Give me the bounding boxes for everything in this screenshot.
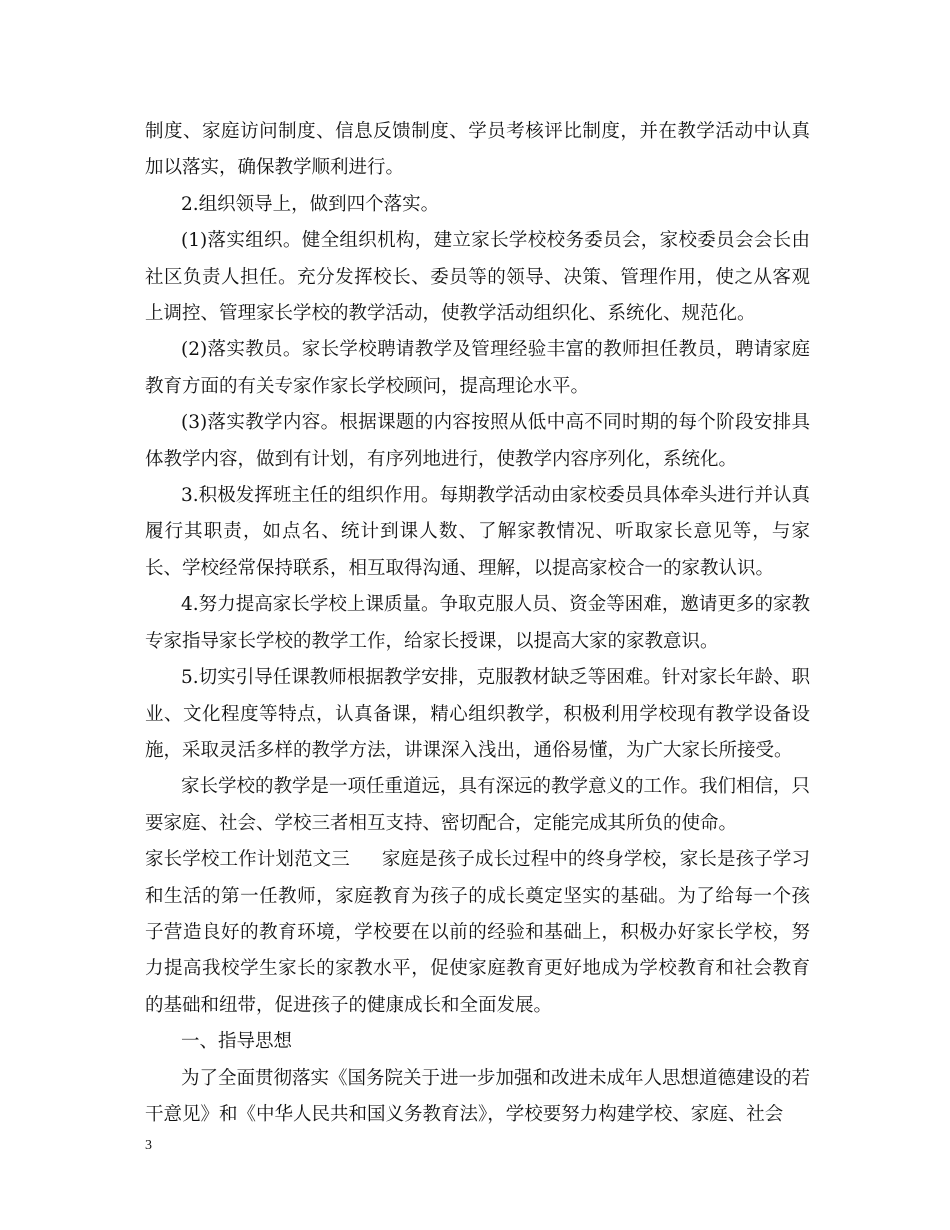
paragraph: 家长学校的教学是一项任重道远，具有深远的教学意义的工作。我们相信，只要家庭、社会、学校三者相互支持、密切配合，定能完成其所负的使命。 [145, 776, 811, 834]
list-item: 5.切实引导任课教师根据教学安排，克服教材缺乏等困难。针对家长年龄、职业、文化程度等特点，认真备课，精心组织教学，积极利用学校现有教学设备设施，采取灵活多样的教学方法，讲课深入浅出，通俗易懂，为广大家长所接受。 [145, 667, 810, 761]
list-item: (1)落实组织。健全组织机构，建立家长学校校务委员会，家校委员会会长由社区负责人担任。充分发挥校长、委员等的领导、决策、管理作用，使之从客观上调控、管理家长学校的教学活动，使教学活动组织化、系统化、规范化。 [145, 230, 810, 325]
heading-guiding-ideology: 一、指导思想 [181, 1031, 293, 1053]
paragraph: 制度、家庭访问制度、信息反馈制度、学员考核评比制度，并在教学活动中认真加以落实，确保教学顺利进行。 [145, 121, 810, 179]
section-paragraph [145, 842, 810, 1024]
list-heading: 2.组织领导上，做到四个落实。 [181, 193, 440, 215]
section-intro: 家庭是孩子成长过程中的终身学校，家长是孩子学习和生活的第一任教师，家庭教育为孩子的成长奠定坚实的基础。为了给每一个孩子营造良好的教育环境，学校要在以前的经验和基础上，积极办好家长学校，努力提高我校学生家长的家教水平，促使家庭教育更好地成为学校教育和社会教育的基础和纽带，促进孩子的健康成长和全面发展。 [145, 849, 810, 1016]
page-number: 3 [145, 1138, 152, 1153]
section-title: 家长学校工作计划范文三 [145, 849, 350, 871]
paragraph: 为了全面贯彻落实《国务院关于进一步加强和改进未成年人思想道德建设的若干意见》和《中华人民共和国义务教育法》，学校要努力构建学校、家庭、社会 [145, 1067, 811, 1125]
page-body [145, 114, 810, 1133]
list-item: 3.积极发挥班主任的组织作用。每期教学活动由家校委员具体牵头进行并认真履行其职责，如点名、统计到课人数、了解家教情况、听取家长意见等，与家长、学校经常保持联系，相互取得沟通、理解，以提高家校合一的家教认识。 [145, 485, 810, 579]
list-item: (3)落实教学内容。根据课题的内容按照从低中高不同时期的每个阶段安排具体教学内容，做到有计划，有序列地进行，使教学内容序列化，系统化。 [145, 412, 810, 470]
list-item: 4.努力提高家长学校上课质量。争取克服人员、资金等困难，邀请更多的家教专家指导家长学校的教学工作，给家长授课，以提高大家的家教意识。 [145, 594, 810, 652]
list-item: (2)落实教员。家长学校聘请教学及管理经验丰富的教师担任教员，聘请家庭教育方面的有关专家作家长学校顾问，提高理论水平。 [145, 339, 810, 397]
